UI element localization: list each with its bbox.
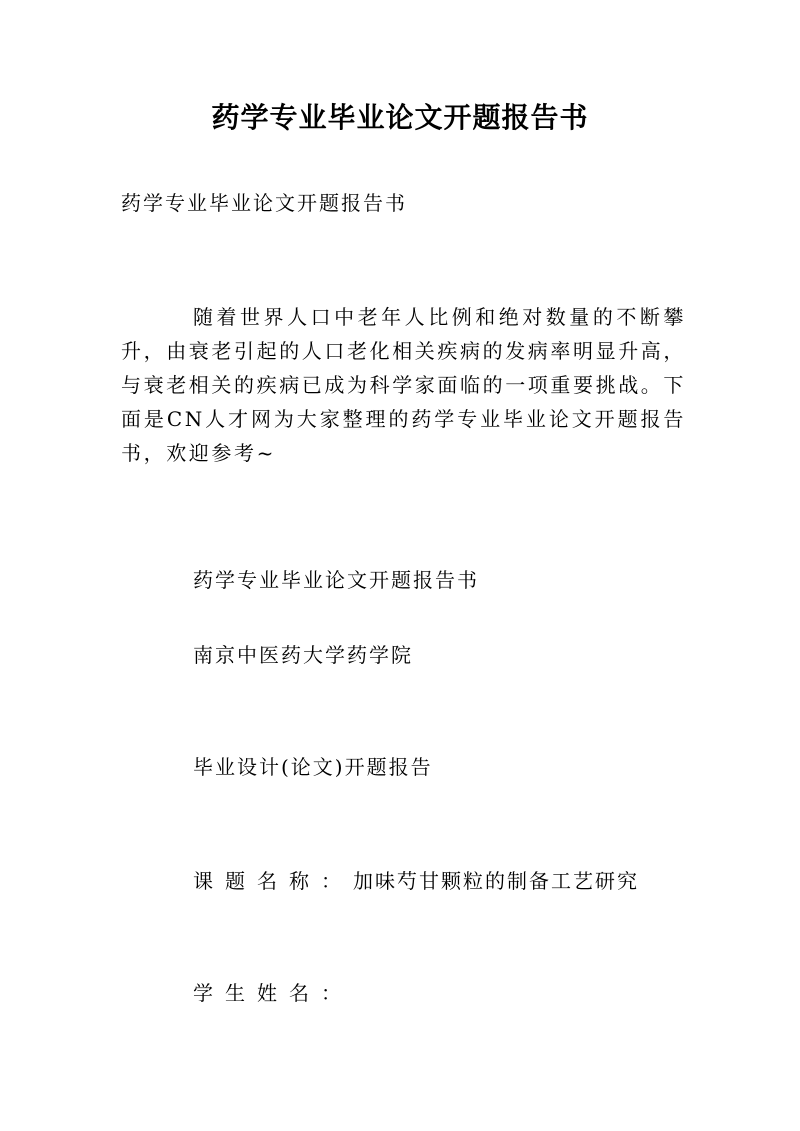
intro-paragraph: 随着世界人口中老年人比例和绝对数量的不断攀升，由衰老引起的人口老化相关疾病的发病率明显升高，与衰老相关的疾病已成为科学家面临的一项重要挑战。下面是CN人才网为大家整理的药学专业毕业论文开题报告书，欢迎参考~ xyxy=(121,305,686,465)
report-name: 药学专业毕业论文开题报告书 xyxy=(193,568,479,592)
student-label: 学生姓名： xyxy=(193,981,353,1005)
student-field xyxy=(193,978,353,1008)
document-subtitle: 药学专业毕业论文开题报告书 xyxy=(121,191,407,215)
topic-value: 加味芍甘颗粒的制备工艺研究 xyxy=(353,869,639,893)
document-title: 药学专业毕业论文开题报告书 xyxy=(211,101,589,134)
topic-field xyxy=(193,866,639,896)
school-name: 南京中医药大学药学院 xyxy=(193,643,413,667)
topic-label: 课题名称： xyxy=(193,869,353,893)
report-type: 毕业设计(论文)开题报告 xyxy=(193,755,433,779)
